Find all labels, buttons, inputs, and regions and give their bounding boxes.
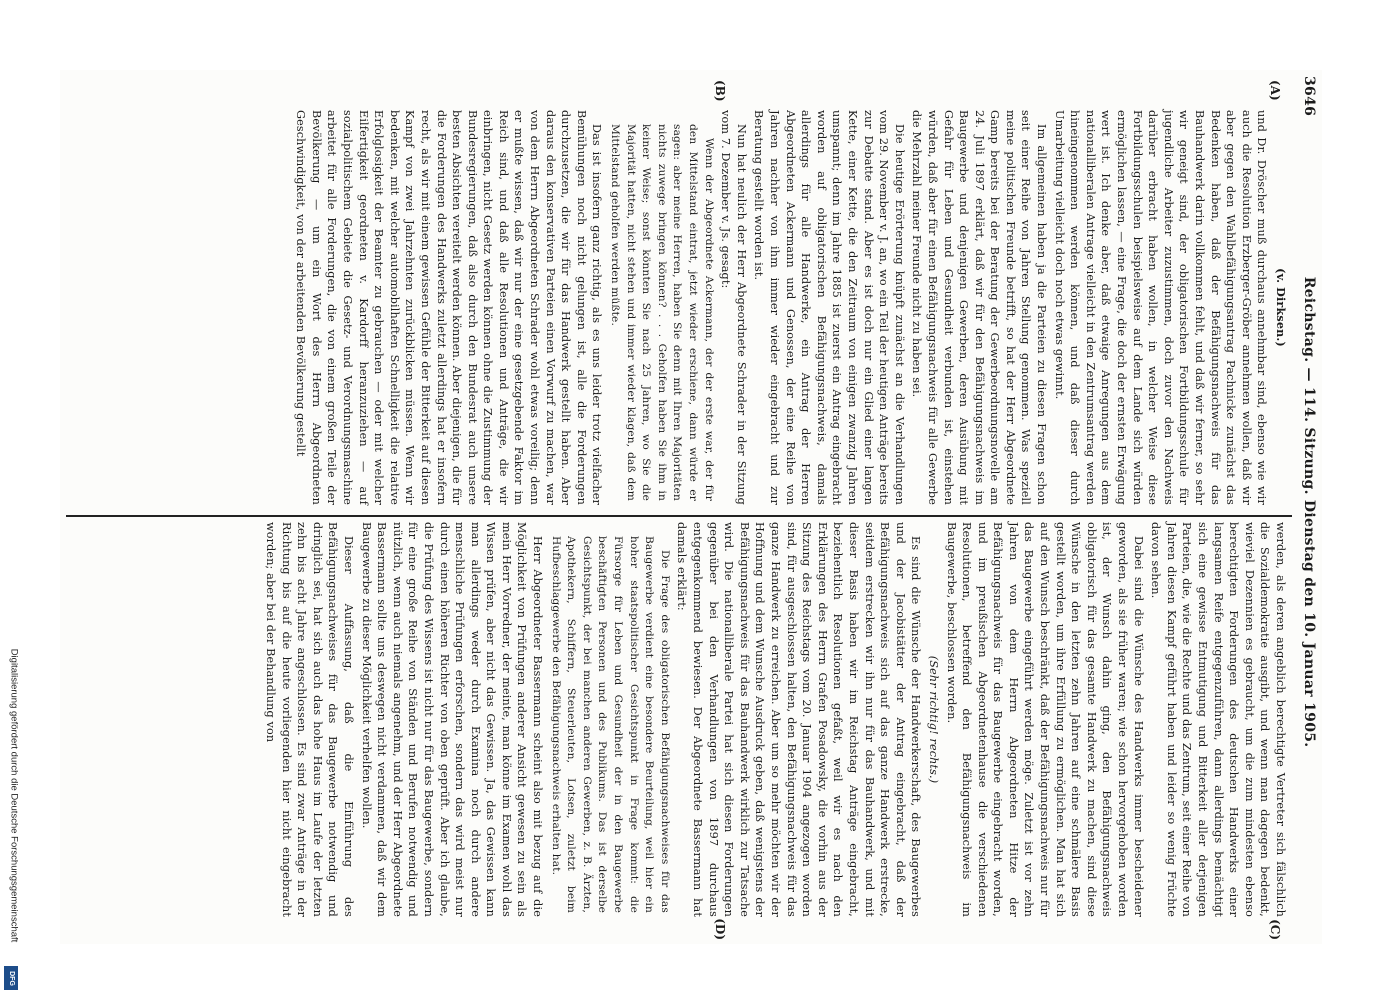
paragraph: Das ist insofern ganz richtig, als es uns leider trotz vielfacher Bemühungen noch nicht gelungen ist, alle die Forderungen durchzusetzen, die wir für das Handwerk gestellt haben. Aber daraus den konservativen Parteien einen Vorwurf zu machen, war von dem Herrn Abgeordneten Schrader wohl etwas voreilig; denn er mußte wissen, daß wir nur der eine gesetzgebende Faktor im Reich sind, und daß alle Resolutionen und Anträge, die wir einbringen, nicht Gesetz werden können ohne die Zustimmung der Bundesregierungen, daß also durch den Bundesrat auch unsere besten Absichten vereitelt werden können. Aber diejenigen, die für die Forderungen des Handwerks zuletzt allerdings hat er insofern recht, als wir mit einem gewissen Gefühle der Bitterkeit auf diesen Kampf von zwei Jahrzehnten zurückblicken müssen. Wenn wir bedenken, mit welcher automobilhaften Schnelligkeit die relative Erfolglosigkeit der Beamter zu gebrauchen — oder mit welcher Eilfertigkeit geordneten v. Kardorff heranzuziehen — auf sozialpolitischem Gebiete die Gesetz- und Verordnungsmaschine arbeitet für alle Forderungen, die von einem großen Teile der Bevölkerung — um ein Wort des Herrn Abgeordneten Geschwindigkeit, von der arbeitenden Bevölkerung gestellt bbox=[294, 110, 604, 505]
page-number: 3646 bbox=[1301, 76, 1317, 117]
margin-mark-d: (D) bbox=[713, 918, 727, 940]
interjection: (Sehr richtig! rechts.) bbox=[926, 655, 940, 784]
margin-mark-b: (B) bbox=[713, 80, 727, 102]
page-header bbox=[1298, 76, 1320, 938]
left-column bbox=[68, 110, 1288, 505]
paragraph: werden, als deren angeblich berechtigte Vertreter sich fälschlich die Sozialdemokratie ausgibt, und wenn man dagegen bedenkt, wieviel Dezennien es gebraucht, um die zum mindesten ebenso berechtigten Forderungen des deutschen Handwerks einer langsamen Reife entgegenzuführen, dann allerdings bemächtigt sich eine gewisse Entmutigung und Bitterkeit aller derjenigen Parteien, die, wie die Rechte und das Zentrum, seit einer Reihe von Jahren diesen Kampf geführt haben und leider so wenig Früchte davon sehen. bbox=[1149, 522, 1287, 917]
paragraph: Herr Abgeordneter Bassermann scheint also mit bezug auf die Möglichkeit von Prüfungen anderer Ansicht gewesen zu sein als mein Herr Vorredner, der meinte, man könne im Examen wohl das Wissen prüfen, aber nicht das Gewissen. Ja, das Gewissen kann man allerdings weder durch Examina noch durch andere menschliche Prüfungen erforschen, sondern das wird meist nur durch einen höheren Richter von oben geprüft. Aber ich glaube, die Prüfung des Wissens ist nicht nur für das Baugewerbe, sondern für eine große Reihe von Ständen und Berufen notwendig und nützlich, wenn auch niemals angenehm, und der Herr Abgeordnete Bassermann sollte uns deswegen nicht verdammen, daß wir dem Baugewerbe zu dieser Möglichkeit verhelfen wollen. bbox=[359, 522, 545, 917]
column-divider bbox=[66, 515, 1292, 517]
dfg-logo bbox=[4, 966, 18, 990]
quote: Wenn der Abgeordnete Ackermann, der der erste war, der für den Mittelstand eintrat, jetzt wieder erschiene, dann würde er sagen: aber meine Herren, haben Sie denn mit Ihren Majoritäten nichts zuwege bringen können? . . . Geholfen haben Sie ihm in keiner Weise; sonst könnten Sie nach 25 Jahren, wo Sie die Majorität hatten, nicht stehen und immer wieder klagen, daß dem Mittelstand geholfen werden müßte. bbox=[609, 124, 715, 501]
paragraph: Die heutige Erörterung knüpft zunächst an die Verhandlungen vom 29. November v. J. an, wo ein Teil der heutigen Anträge bereits zur Debatte stand. Aber es ist doch nur ein Glied einer langen Kette, einer Kette, die den Zeitraum von einigen zwanzig Jahren umspannt; denn im Jahre 1885 ist zuerst ein Antrag eingebracht worden auf obligatorischen Befähigungsnachweis, damals allerdings für alle Handwerke, ein Antrag der Herren Abgeordneten Ackermann und Genossen, der eine Reihe von Jahren nachher von ihm immer wieder eingebracht und zur Beratung gestellt worden ist. bbox=[752, 110, 906, 505]
rotated-page-content bbox=[60, 70, 1322, 944]
paragraph: Dabei sind die Wünsche des Handwerks immer bescheidener geworden, als sie früher waren; wie schon hervorgehoben worden ist, der Wunsch dahin ging, den Befähigungsnachweis obligatorisch für das gesamte Handwerk zu machen, sind diese Wünsche in den letzten zehn Jahren auf eine schmälere Basis gestellt worden, um ihre Erfüllung zu ermöglichen. Man hat sich auf den Wunsch beschränkt, daß der Befähigungsnachweis nur für das Baugewerbe eingeführt werden möge. Zuletzt ist vor zehn Jahren von dem Herrn Abgeordneten Hitze der Befähigungsnachweis für das Baugewerbe eingebracht worden, und im preußischen Abgeordnetenhause die verschiedenen Resolutionen, betreffend den Befähigungsnachweis im Baugewerbe, beschlossen worden. bbox=[944, 522, 1145, 917]
paragraph: Im allgemeinen haben ja die Parteien zu diesen Fragen schon seit einer Reihe von Jahren Stellung genommen. Was speziell meine politischen Freunde betrifft, so hat der Herr Abgeordnete Gamp bereits bei der Beratung der Gewerbeordnungsnovelle am 24. Juli 1897 erklärt, daß wir für den Befähigungsnachweis im Baugewerbe und denjenigen Gewerben, deren Ausübung mit Gefahr für Leben und Gesundheit verbunden ist, einstehen würden, daß aber für einen Befähigungsnachweis für alle Gewerbe die Mehrzahl meiner Freunde nicht zu haben sei. bbox=[910, 110, 1049, 505]
newspaper-page-scan bbox=[60, 70, 1322, 944]
margin-mark-a: (A) bbox=[1268, 80, 1282, 101]
page-title: Reichstag. — 114. Sitzung. Dienstag den 10. Januar 1905. bbox=[1301, 276, 1317, 748]
paragraph: Es sind die Wünsche der Handwerkerschaft, des Baugewerbes und der Jacobistätter der Antrag eingebracht, daß der Befähigungsnachweis sich auf das ganze Handwerk erstrecke, seitdem erstrecken wir ihn nur für das Bauhandwerk, und mit dieser Basis haben wir im Reichstag Anträge eingebracht, beziehentlich Resolutionen gefaßt, weil wir es nach den Erklärungen des Herrn Grafen Posadowsky, die vorhin aus der Sitzung des Reichstags vom 20. Januar 1904 angezogen worden sind, für ausgeschlossen halten, den Befähigungsnachweis für das ganze Handwerk zu erreichen. Aber um so mehr möchten wir der Hoffnung und dem Wunsche Ausdruck geben, daß wenigstens der Befähigungsnachweis für das Bauhandwerk wirklich zur Tatsache wird. Die nationalliberale Partei hat sich diesen Forderungen gegenüber bei den Verhandlungen von 1897 durchaus entgegenkommend bewiesen. Der Abgeordnete Bassermann hat damals erklärt: bbox=[675, 522, 923, 917]
quote: Die Frage des obligatorischen Befähigungsnachweises für das Baugewerbe verdient eine besondere Beurteilung, weil hier ein hoher staatspolitischer Gesichtspunkt in Frage kommt: die Fürsorge für Leben und Gesundheit der in den Baugewerbe beschäftigten Personen und des Publikums. Das ist derselbe Gesichtspunkt, der bei manchen anderen Gewerben, z. B. Ärzten, Apothekern, Schiffern, Steuerleuten, Lotsen, zuletzt beim Hufbeschlaggewerbe den Befähigungsnachweis erhalten hat. bbox=[549, 536, 671, 913]
speaker-name: (v. Dirksen.) bbox=[1274, 268, 1288, 347]
credit-text: Digitalisierung gefördert durch die Deutsche Forschungsgemeinschaft bbox=[8, 648, 20, 942]
digitization-credit bbox=[4, 600, 24, 990]
paragraph: Dieser Auffassung, daß die Einführung des Befähigungsnachweises für das Baugewerbe notwendig und dringlich sei, hat sich auch das hohe Haus im Laufe der letzten zehn bis acht Jahre angeschlossen. Es sind zwar Anträge in der Richtung bis auf die heute vorliegenden hier nicht eingebracht worden; aber bei der Behandlung von bbox=[264, 522, 355, 917]
paragraph: und Dr. Dröscher muß durchaus annehmbar sind, ebenso wie wir auch die Resolution Erzberger-Gröber annehmen wollen, daß wir aber gegen den Wahlbefähigungsantrag Pachnicke zunächst das Bedenken haben, daß der Befähigungsnachweis für das Bauhandwerk darin vollkommen fehlt, und daß wir ferner, so sehr wir geneigt sind, der obligatorischen Fortbildungsschule für jugendliche Arbeiter zuzustimmen, doch zuvor den Nachweis darüber erbracht haben wollen, in welcher Weise diese Fortbildungsschulen beispielsweise auf dem Lande sich würden ermöglichen lassen, — eine Frage, die doch der ernsten Erwägung wert ist. Ich denke aber, daß etwaige Anregungen aus dem nationalliberalen Antrage vielleicht in den Zentrumsantrag werden hineingenommen werden können, und daß dieser durch Umarbeitung vielleicht doch noch etwas gewinnt. bbox=[1052, 110, 1269, 505]
paragraph: Nun hat neulich der Herr Abgeordnete Schrader in der Sitzung vom 7. Dezember v. Js. gesagt: bbox=[719, 110, 748, 505]
right-column bbox=[68, 522, 1288, 917]
logo-text: DFG bbox=[7, 970, 15, 986]
margin-mark-c: (C) bbox=[1268, 919, 1282, 940]
